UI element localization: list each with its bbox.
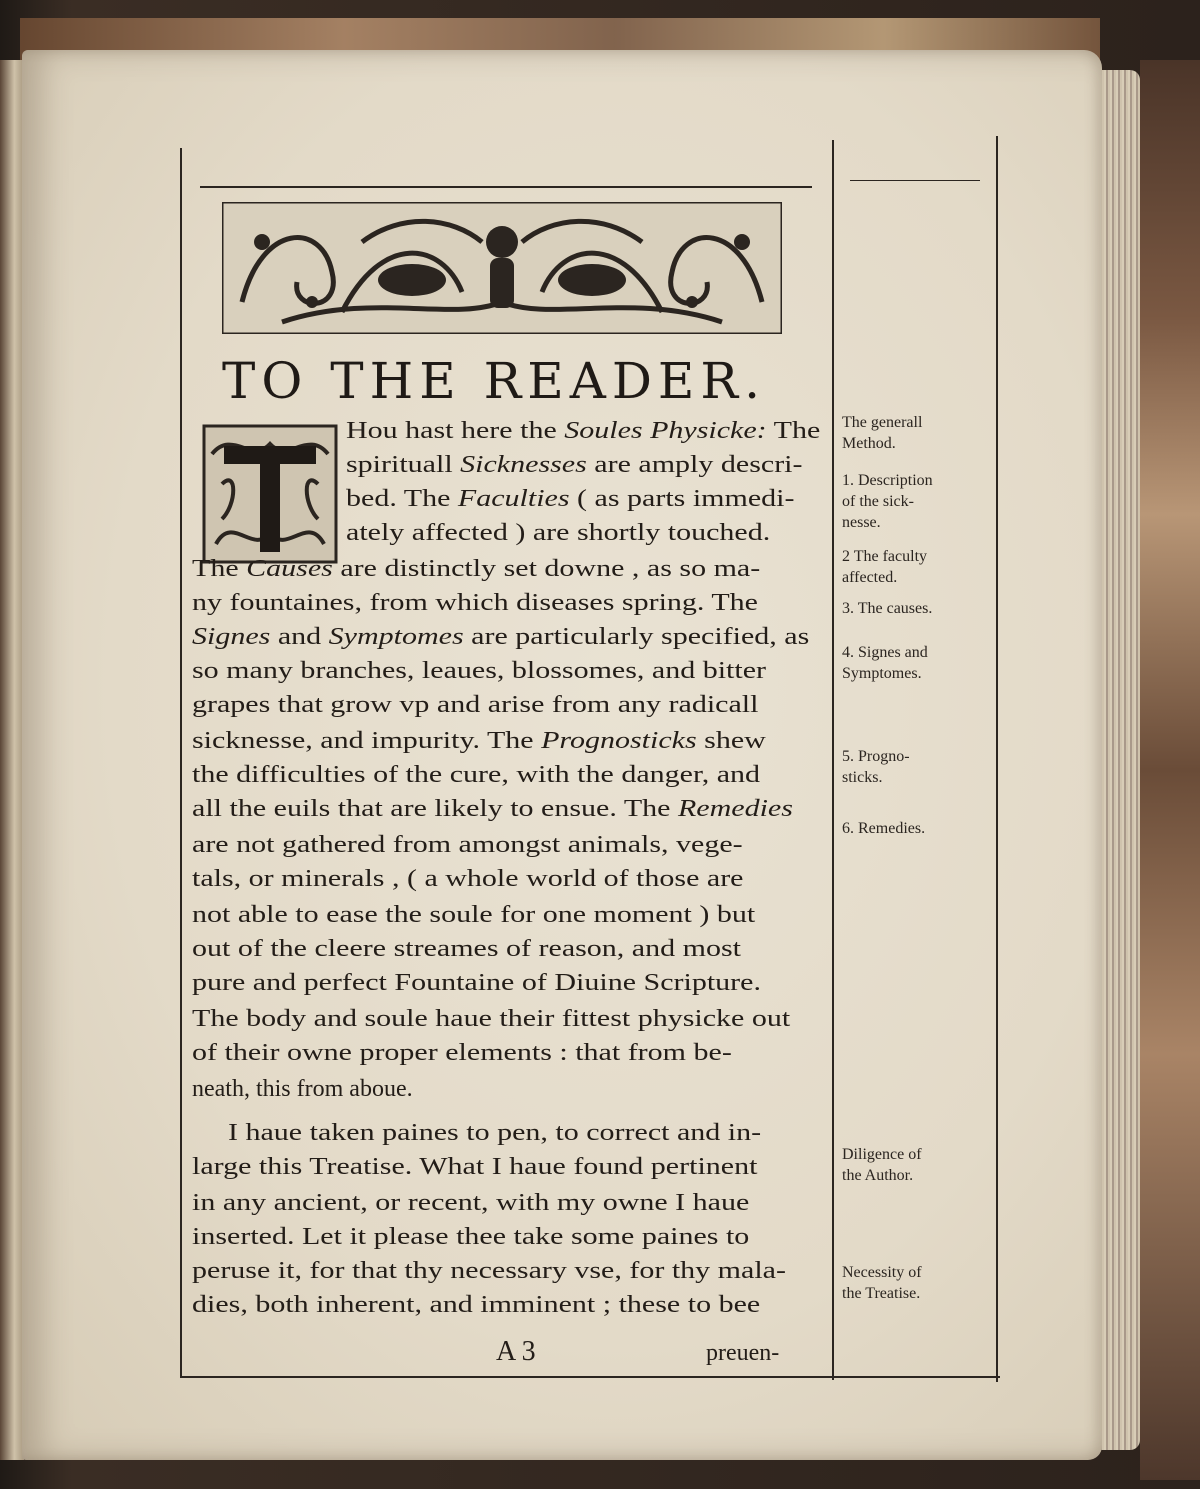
text-run: so many branches, leaues, blossomes, and bitter — [192, 658, 767, 684]
text-line — [192, 936, 741, 963]
margin-note-line: affected. — [842, 569, 898, 586]
margin-note-necessity — [842, 1262, 922, 1304]
text-line — [192, 1076, 413, 1103]
text-line — [192, 556, 760, 583]
text-line — [192, 624, 809, 651]
text-line — [192, 692, 758, 719]
margin-note-line: 1. Description — [842, 472, 933, 489]
margin-note-prognosticks — [842, 746, 910, 788]
text-run: inserted. Let it please thee take some paines to — [192, 1224, 750, 1250]
text-line — [192, 902, 755, 929]
text-run: Hou hast here the — [346, 418, 565, 444]
text-run: grapes that grow vp and arise from any radicall — [192, 692, 759, 718]
italic-run: Soules Physicke: — [564, 418, 767, 444]
text-run: are amply descri- — [586, 452, 803, 478]
text-run: ately affected ) are shortly touched. — [346, 520, 771, 546]
margin-note-line: sticks. — [842, 769, 883, 786]
margin-note-line: nesse. — [842, 514, 881, 531]
text-run: The — [766, 418, 821, 444]
italic-run: Sicknesses — [460, 452, 587, 478]
margin-note-line: 6. Remedies. — [842, 820, 926, 837]
margin-note-line: the Author. — [842, 1167, 914, 1184]
margin-note-line: 3. The causes. — [842, 600, 933, 617]
text-run: all the euils that are likely to ensue. The — [192, 796, 678, 822]
text-line — [346, 520, 770, 547]
text-line — [192, 1154, 757, 1181]
text-run: in any ancient, or recent, with my owne I haue — [192, 1190, 750, 1216]
text-line — [192, 1258, 786, 1285]
italic-run: Remedies — [677, 796, 793, 822]
frame-rule-left — [180, 148, 182, 1378]
text-line — [192, 970, 761, 997]
text-run: are particularly specified, as — [463, 624, 810, 650]
text-line — [192, 866, 744, 893]
text-line — [192, 590, 758, 617]
margin-note-line: the Treatise. — [842, 1285, 921, 1302]
margin-note-diligence — [842, 1144, 922, 1186]
text-line — [192, 832, 743, 859]
margin-note-line: Necessity of — [842, 1264, 922, 1281]
text-run: shew — [696, 728, 766, 754]
decorated-initial-t — [202, 424, 338, 564]
italic-run: Prognosticks — [541, 728, 697, 754]
text-line — [192, 796, 793, 823]
text-line — [192, 1224, 749, 1251]
text-run: the difficulties of the cure, with the danger, and — [192, 762, 761, 788]
text-line — [192, 658, 766, 685]
margin-note-line: The generall — [842, 414, 923, 431]
margin-note-line: 2 The faculty — [842, 548, 928, 565]
margin-note-line: 4. Signes and — [842, 644, 928, 661]
margin-note-remedies — [842, 818, 925, 839]
text-run: and — [270, 624, 329, 650]
frame-rule-right — [996, 136, 998, 1382]
frame-rule-middle — [832, 140, 834, 1380]
signature-mark: A 3 — [496, 1336, 536, 1367]
margin-note-line: Diligence of — [842, 1146, 922, 1163]
text-run: peruse it, for that thy necessary vse, for thy mala- — [192, 1258, 786, 1284]
text-run: out of the cleere streames of reason, and most — [192, 936, 741, 962]
ornamental-headpiece — [222, 202, 782, 334]
text-run: are not gathered from amongst animals, vege- — [192, 832, 743, 858]
marbled-board-right — [1140, 60, 1200, 1480]
catchword: preuen- — [706, 1340, 780, 1366]
margin-note-description — [842, 470, 933, 533]
margin-note-causes — [842, 598, 932, 619]
margin-note-line: Symptomes. — [842, 665, 922, 682]
italic-run: Faculties — [457, 486, 570, 512]
text-run: of their owne proper elements : that from be- — [192, 1040, 732, 1066]
margin-head-rule — [850, 180, 980, 181]
facing-page-edge — [0, 60, 24, 1460]
text-run: dies, both inherent, and imminent ; these to bee — [192, 1292, 761, 1318]
margin-note-line: of the sick- — [842, 493, 914, 510]
page-title: TO THE READER. — [222, 352, 766, 410]
page-edges — [1098, 70, 1140, 1450]
text-run: The body and soule haue their fittest physicke out — [192, 1006, 791, 1032]
margin-note-line: 5. Progno- — [842, 748, 910, 765]
frame-rule-bottom — [180, 1376, 1000, 1378]
text-line — [192, 1006, 790, 1033]
text-run: not able to ease the soule for one moment ) but — [192, 902, 756, 928]
margin-note-general-method — [842, 412, 922, 454]
text-line — [192, 1040, 732, 1067]
text-run: I haue taken paines to pen, to correct and in- — [228, 1120, 762, 1146]
margin-note-line: Method. — [842, 435, 896, 452]
text-line — [192, 1292, 760, 1319]
text-run: large this Treatise. What I haue found pertinent — [192, 1154, 758, 1180]
text-line — [346, 418, 820, 445]
margin-note-faculty — [842, 546, 927, 588]
text-line — [192, 728, 766, 755]
head-rule — [200, 186, 812, 188]
text-line — [228, 1120, 761, 1147]
text-line — [192, 762, 760, 789]
italic-run: Signes — [192, 624, 271, 650]
text-line — [346, 486, 794, 513]
text-run: ( as parts immedi- — [569, 486, 795, 512]
italic-run: Symptomes — [328, 624, 464, 650]
text-run: bed. The — [346, 486, 458, 512]
text-run: sicknesse, and impurity. The — [192, 728, 542, 754]
italic-run: Causes — [246, 556, 333, 582]
text-line — [192, 1190, 749, 1217]
text-run: pure and perfect Fountaine of Diuine Scripture. — [192, 970, 761, 996]
text-run: neath, this from aboue. — [192, 1076, 413, 1102]
margin-note-signes — [842, 642, 928, 684]
text-run: The — [192, 556, 247, 582]
text-run: are distinctly set downe , as so ma- — [332, 556, 761, 582]
text-line — [346, 452, 803, 479]
text-run: spirituall — [346, 452, 461, 478]
text-run: tals, or minerals , ( a whole world of those are — [192, 866, 744, 892]
text-run: ny fountaines, from which diseases spring. The — [192, 590, 759, 616]
